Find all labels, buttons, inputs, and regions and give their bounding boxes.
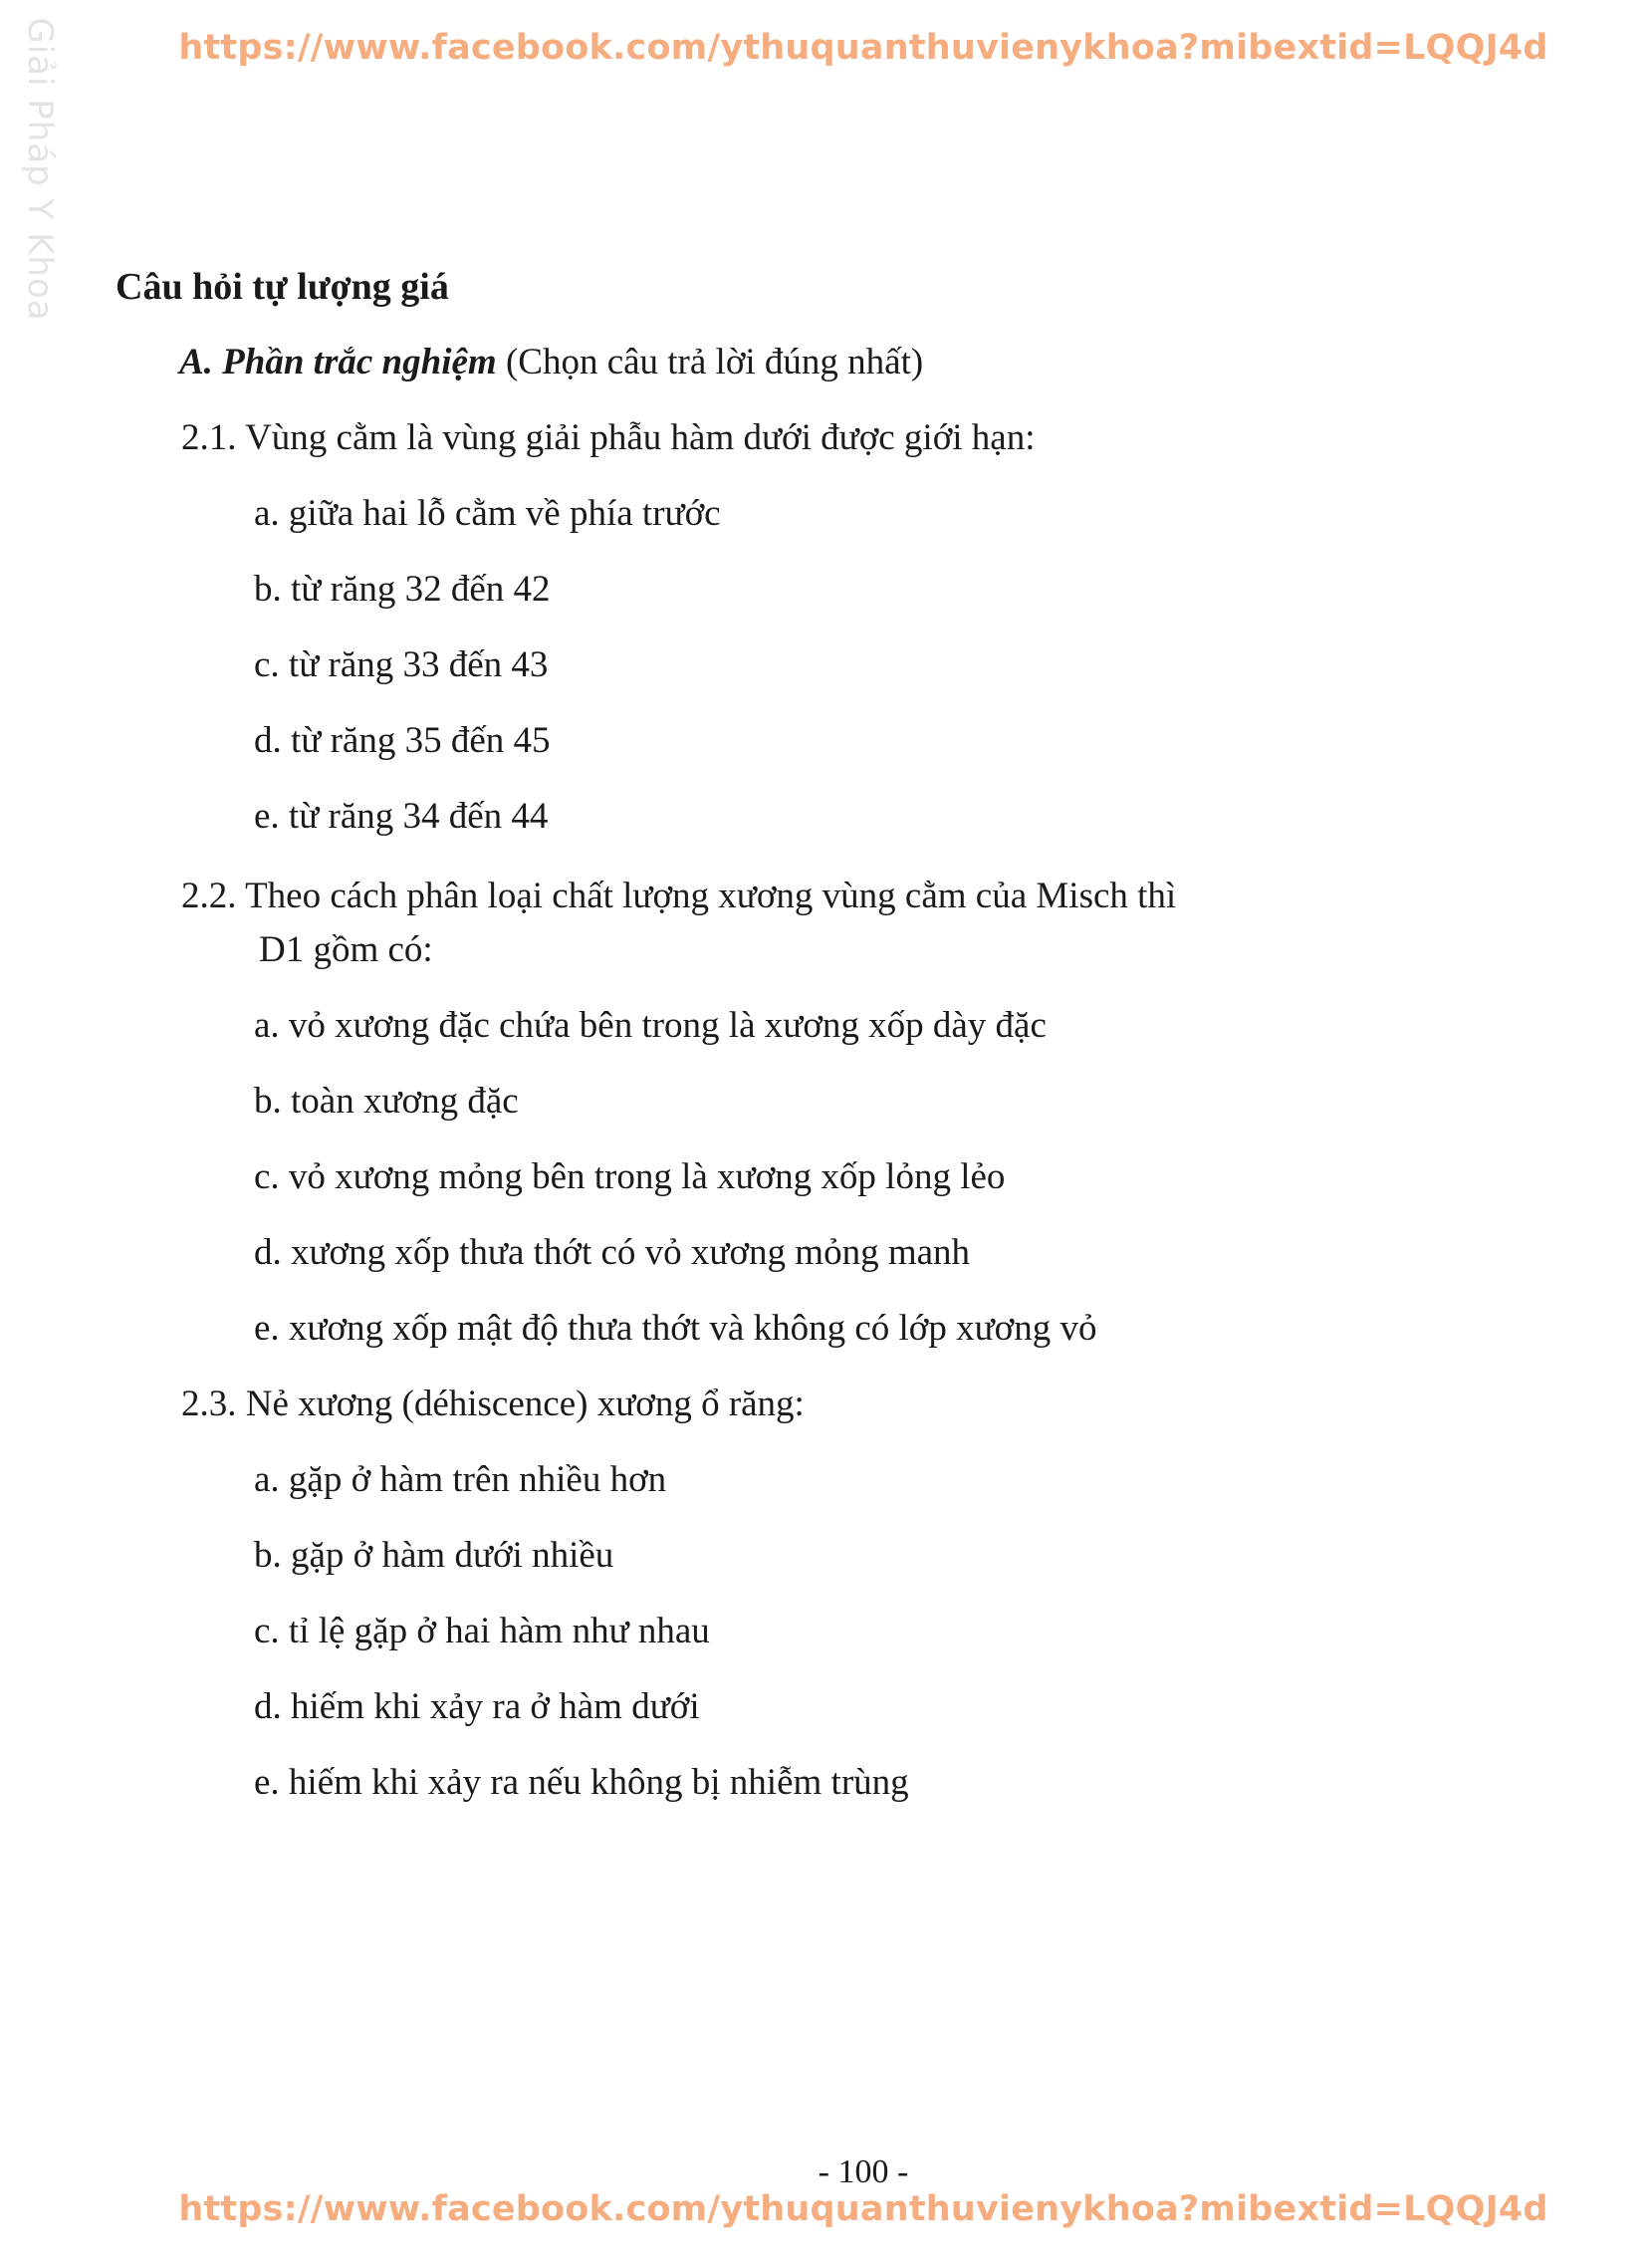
question-2-1-option-e: e. từ răng 34 đến 44 <box>254 796 549 837</box>
section-title: A. Phần trắc nghiệm <box>179 342 497 382</box>
question-2-2-option-a: a. vỏ xương đặc chứa bên trong là xương xốp dày đặc <box>254 1005 1047 1046</box>
watermark-text: Giải Pháp Y Khoa <box>20 17 60 322</box>
question-2-3-option-e: e. hiếm khi xảy ra nếu không bị nhiễm trùng <box>254 1762 909 1803</box>
question-2-1-option-a: a. giữa hai lỗ cằm về phía trước <box>254 493 721 534</box>
question-2-3-option-b: b. gặp ở hàm dưới nhiều <box>254 1535 614 1576</box>
page-number: - 100 - <box>818 2153 909 2190</box>
question-2-2-option-d: d. xương xốp thưa thớt có vỏ xương mỏng manh <box>254 1232 971 1273</box>
question-2-2-option-b: b. toàn xương đặc <box>254 1081 519 1122</box>
question-2-2-continued: D1 gồm có: <box>259 929 433 970</box>
question-2-1-option-b: b. từ răng 32 đến 42 <box>254 569 551 610</box>
section-note: (Chọn câu trả lời đúng nhất) <box>505 342 924 382</box>
question-2-1: 2.1. Vùng cằm là vùng giải phẫu hàm dưới được giới hạn: <box>181 417 1036 458</box>
question-2-2: 2.2. Theo cách phân loại chất lượng xương vùng cằm của Misch thì <box>181 876 1177 916</box>
question-2-3-option-d: d. hiếm khi xảy ra ở hàm dưới <box>254 1686 700 1727</box>
question-2-3-option-c: c. tỉ lệ gặp ở hai hàm như nhau <box>254 1611 710 1651</box>
section-heading: Câu hỏi tự lượng giá <box>116 266 449 308</box>
question-2-1-option-c: c. từ răng 33 đến 43 <box>254 644 549 685</box>
watermark-logo <box>10 17 70 322</box>
header-url[interactable]: https://www.facebook.com/ythuquanthuvienykhoa?mibextid=LQQJ4d <box>178 28 1548 68</box>
footer-url[interactable]: https://www.facebook.com/ythuquanthuvienykhoa?mibextid=LQQJ4d <box>178 2189 1548 2229</box>
section-subheading <box>179 341 923 383</box>
question-2-3-option-a: a. gặp ở hàm trên nhiều hơn <box>254 1459 667 1500</box>
question-2-3: 2.3. Nẻ xương (déhiscence) xương ổ răng: <box>181 1384 805 1424</box>
question-2-2-option-e: e. xương xốp mật độ thưa thớt và không có lớp xương vỏ <box>254 1308 1097 1349</box>
question-2-2-option-c: c. vỏ xương mỏng bên trong là xương xốp lỏng lẻo <box>254 1156 1006 1197</box>
question-2-1-option-d: d. từ răng 35 đến 45 <box>254 720 551 761</box>
